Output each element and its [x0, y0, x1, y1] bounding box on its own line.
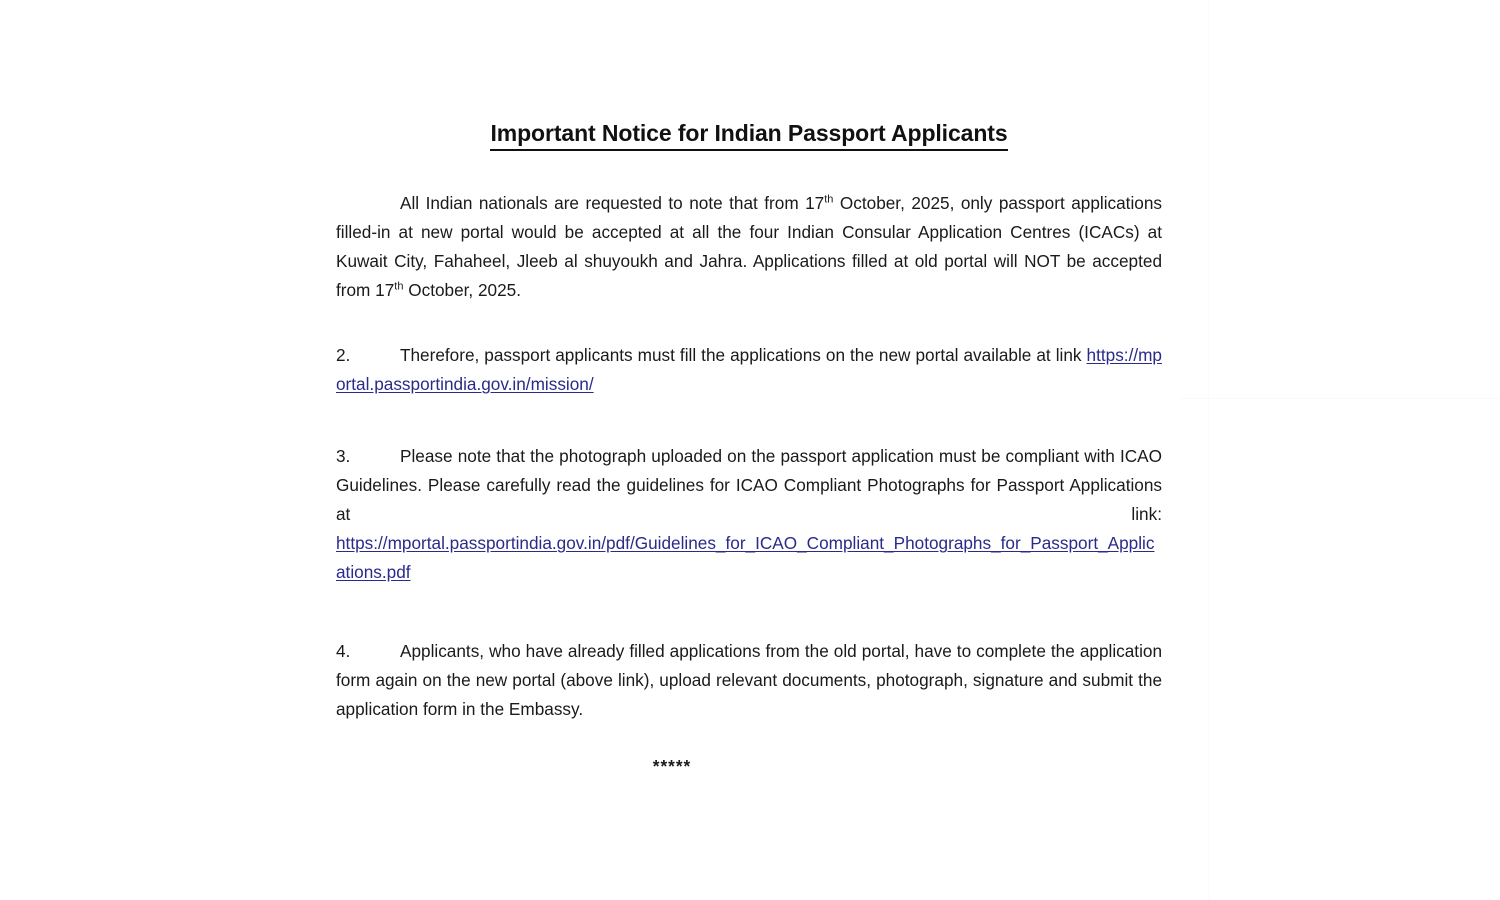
- footer-separator: *****: [652, 756, 692, 776]
- page-title-text: Important Notice for Indian Passport Applicants: [490, 120, 1007, 151]
- ordinal-suffix-second: th: [394, 280, 404, 293]
- paragraph-intro-text-a: All Indian nationals are requested to note that from 17: [400, 193, 825, 214]
- ordinal-suffix-first: th: [824, 193, 834, 206]
- paragraph-3: [336, 442, 1162, 587]
- page-title: [336, 120, 1162, 151]
- paragraph-4-text: Applicants, who have already filled applications from the old portal, have to complete the application form again on the new portal (above link), upload relevant documents, photograph, signature and submit the application form in the Embassy.: [336, 641, 1162, 720]
- paragraph-3-text: Please note that the photograph uploaded on the passport application must be compliant with ICAO Guidelines. Please carefully read the guidelines for ICAO Compliant Photographs for Passport Applications at link:: [336, 446, 1162, 525]
- paragraph-intro-text-b: October, 2025, only passport applications filled-in at new portal would be accepted at all the four Indian Consular Application Centres (ICACs) at Kuwait City, Fahaheel, Jleeb al shuyoukh and Jahra. Applications filled at old portal will NOT be accepted from 17: [336, 193, 1162, 301]
- paragraph-intro: [336, 189, 1162, 305]
- icao-guidelines-pdf-link[interactable]: https://mportal.passportindia.gov.in/pdf/Guidelines_for_ICAO_Compliant_Photographs_for_Passport_Applications.pdf: [336, 533, 1155, 583]
- paragraph-2-text: Therefore, passport applicants must fill the applications on the new portal available at link: [400, 345, 1087, 366]
- paragraph-4: [336, 637, 1162, 724]
- paragraph-2-number: 2.: [336, 345, 351, 366]
- paragraph-4-number: 4.: [336, 641, 351, 662]
- paragraph-3-number: 3.: [336, 446, 351, 467]
- scan-seam-horizontal: [1180, 398, 1500, 399]
- paragraph-intro-text-c: October, 2025.: [403, 280, 521, 301]
- paragraph-2: [336, 341, 1162, 399]
- scan-seam-vertical: [1208, 0, 1209, 900]
- paragraph-3-body: [336, 442, 1162, 529]
- mission-portal-link[interactable]: https://mportal.passportindia.gov.in/mission/: [336, 345, 1162, 395]
